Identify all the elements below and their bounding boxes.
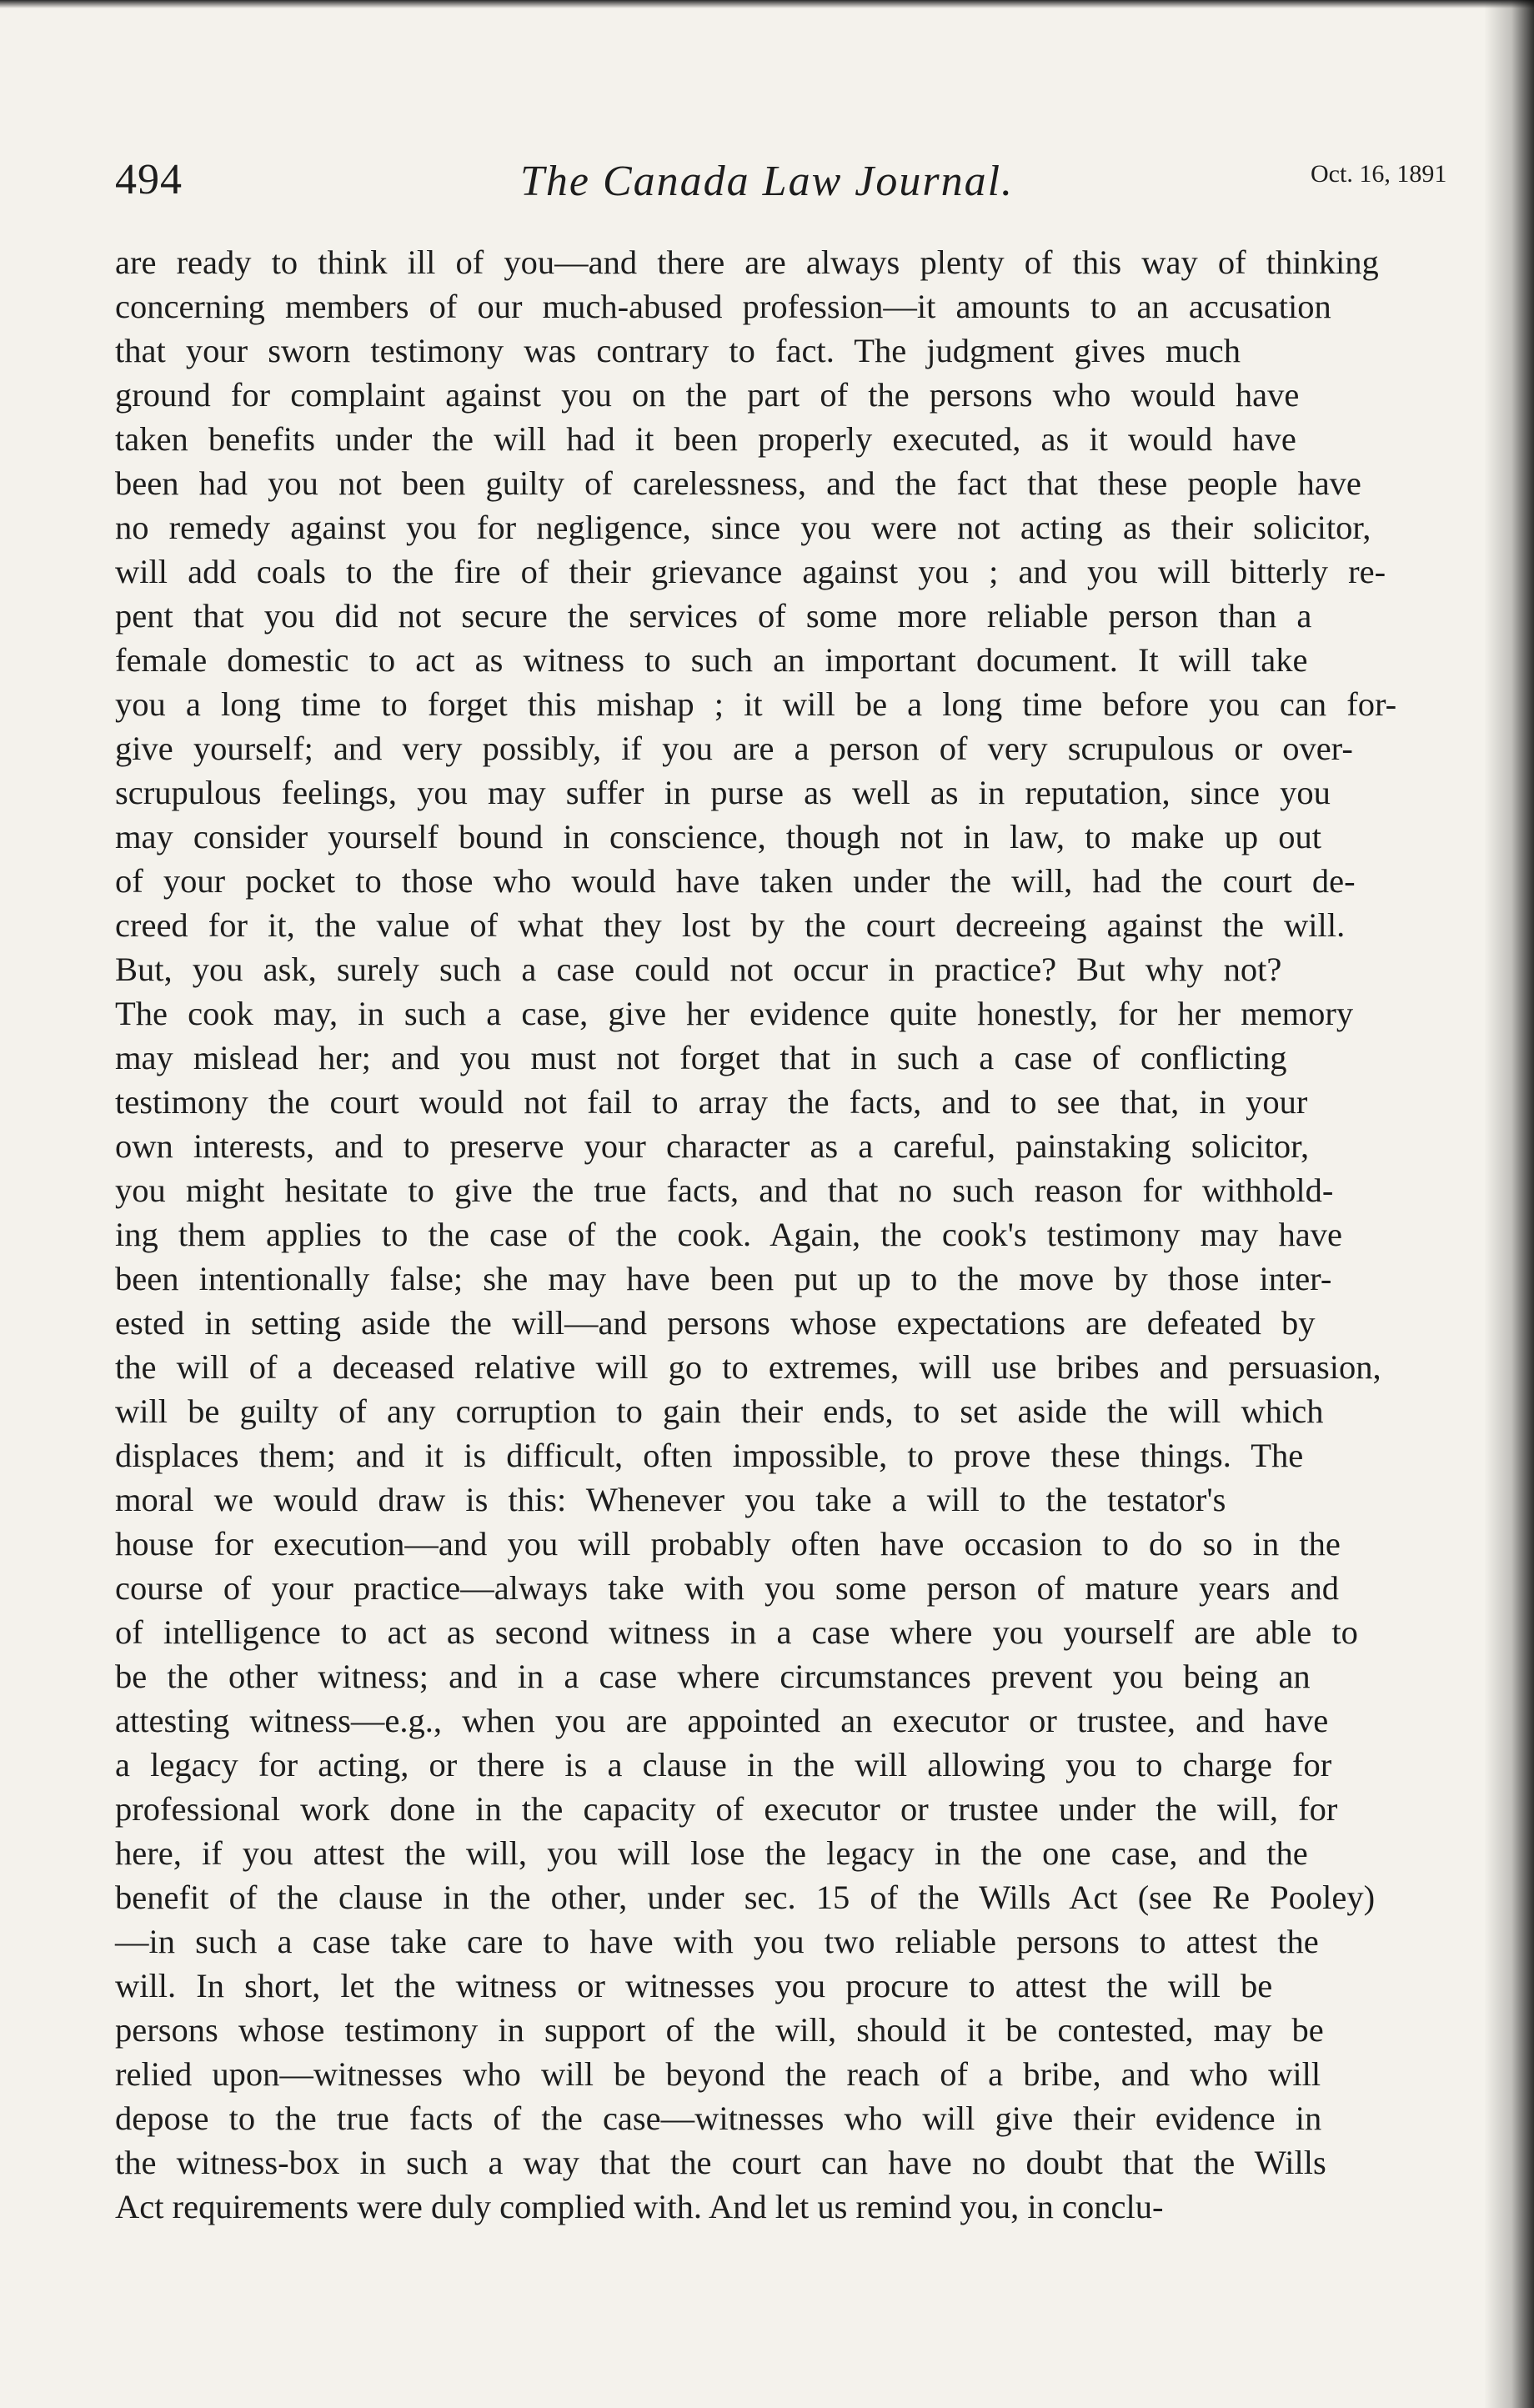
text-line: benefit of the clause in the other, under sec. 15 of the Wills Act (see Re Pooley) bbox=[115, 1879, 1376, 1916]
text-line: Act requirements were duly complied with. And let us remind you, in conclu- bbox=[115, 2188, 1164, 2225]
text-line: ing them applies to the case of the cook. Again, the cook's testimony may have bbox=[115, 1216, 1342, 1253]
text-line: of intelligence to act as second witness in a case where you yourself are able to bbox=[115, 1613, 1358, 1651]
text-line: been had you not been guilty of carelessness, and the fact that these people have bbox=[115, 464, 1361, 502]
text-line: —in such a case take care to have with you two reliable persons to attest the bbox=[115, 1923, 1319, 1960]
text-line: are ready to think ill of you—and there are always plenty of this way of thinking bbox=[115, 243, 1379, 281]
text-line: taken benefits under the will had it been properly executed, as it would have bbox=[115, 420, 1296, 458]
text-line: attesting witness—e.g., when you are appointed an executor or trustee, and have bbox=[115, 1702, 1329, 1739]
text-line: the will of a deceased relative will go to extremes, will use bribes and persuasion, bbox=[115, 1348, 1381, 1386]
text-line: may consider yourself bound in conscience, though not in law, to make up out bbox=[115, 818, 1321, 855]
issue-date: Oct. 16, 1891 bbox=[1311, 160, 1447, 188]
text-line: here, if you attest the will, you will lose the legacy in the one case, and the bbox=[115, 1834, 1308, 1872]
text-line: the witness-box in such a way that the court can have no doubt that the Wills bbox=[115, 2144, 1326, 2181]
text-line: professional work done in the capacity of executor or trustee under the will, for bbox=[115, 1790, 1338, 1828]
text-line: you a long time to forget this mishap ; it will be a long time before you can for- bbox=[115, 685, 1397, 723]
text-line: The cook may, in such a case, give her evidence quite honestly, for her memory bbox=[115, 995, 1354, 1032]
text-line: you might hesitate to give the true facts, and that no such reason for withhold- bbox=[115, 1171, 1334, 1209]
text-line: be the other witness; and in a case where circumstances prevent you being an bbox=[115, 1658, 1311, 1695]
text-line: female domestic to act as witness to such an important document. It will take bbox=[115, 641, 1308, 679]
journal-title: The Canada Law Journal. bbox=[519, 158, 1015, 205]
text-line: But, you ask, surely such a case could not occur in practice? But why not? bbox=[115, 951, 1282, 988]
text-line: moral we would draw is this: Whenever you take a will to the testator's bbox=[115, 1481, 1226, 1518]
text-line: testimony the court would not fail to array the facts, and to see that, in your bbox=[115, 1083, 1308, 1121]
text-line: may mislead her; and you must not forget that in such a case of conflicting bbox=[115, 1039, 1287, 1076]
text-line: will add coals to the fire of their grievance against you ; and you will bitterly re- bbox=[115, 553, 1386, 590]
scan-right-edge bbox=[1484, 0, 1534, 2408]
text-line: ested in setting aside the will—and persons whose expectations are defeated by bbox=[115, 1304, 1316, 1342]
text-line: house for execution—and you will probably often have occasion to do so in the bbox=[115, 1525, 1341, 1563]
text-line: been intentionally false; she may have been put up to the move by those inter- bbox=[115, 1260, 1332, 1297]
text-line: will be guilty of any corruption to gain their ends, to set aside the will which bbox=[115, 1392, 1324, 1430]
text-line: persons whose testimony in support of the will, should it be contested, may be bbox=[115, 2011, 1324, 2049]
page-number: 494 bbox=[115, 156, 183, 203]
text-line: of your pocket to those who would have taken under the will, had the court de- bbox=[115, 862, 1356, 900]
text-line: displaces them; and it is difficult, often impossible, to prove these things. The bbox=[115, 1437, 1304, 1474]
text-line: relied upon—witnesses who will be beyond the reach of a bribe, and who will bbox=[115, 2055, 1321, 2093]
text-line: give yourself; and very possibly, if you are a person of very scrupulous or over- bbox=[115, 730, 1353, 767]
scan-top-edge bbox=[0, 0, 1534, 8]
text-line: scrupulous feelings, you may suffer in purse as well as in reputation, since you bbox=[115, 774, 1331, 811]
text-line: own interests, and to preserve your character as a careful, painstaking solicitor, bbox=[115, 1127, 1310, 1165]
text-line: will. In short, let the witness or witnesses you procure to attest the will be bbox=[115, 1967, 1273, 2004]
running-head bbox=[0, 125, 1534, 208]
text-line: pent that you did not secure the services of some more reliable person than a bbox=[115, 597, 1312, 635]
text-line: depose to the true facts of the case—witnesses who will give their evidence in bbox=[115, 2099, 1322, 2137]
text-line: creed for it, the value of what they lost by the court decreeing against the will. bbox=[115, 906, 1346, 944]
text-line: a legacy for acting, or there is a clause in the will allowing you to charge for bbox=[115, 1746, 1332, 1783]
body-text bbox=[115, 240, 1432, 2229]
text-line: that your sworn testimony was contrary to fact. The judgment gives much bbox=[115, 332, 1241, 369]
text-line: course of your practice—always take with you some person of mature years and bbox=[115, 1569, 1340, 1607]
text-line: ground for complaint against you on the part of the persons who would have bbox=[115, 376, 1300, 414]
text-line: no remedy against you for negligence, since you were not acting as their solicitor, bbox=[115, 509, 1371, 546]
text-line: concerning members of our much-abused profession—it amounts to an accusation bbox=[115, 288, 1331, 325]
